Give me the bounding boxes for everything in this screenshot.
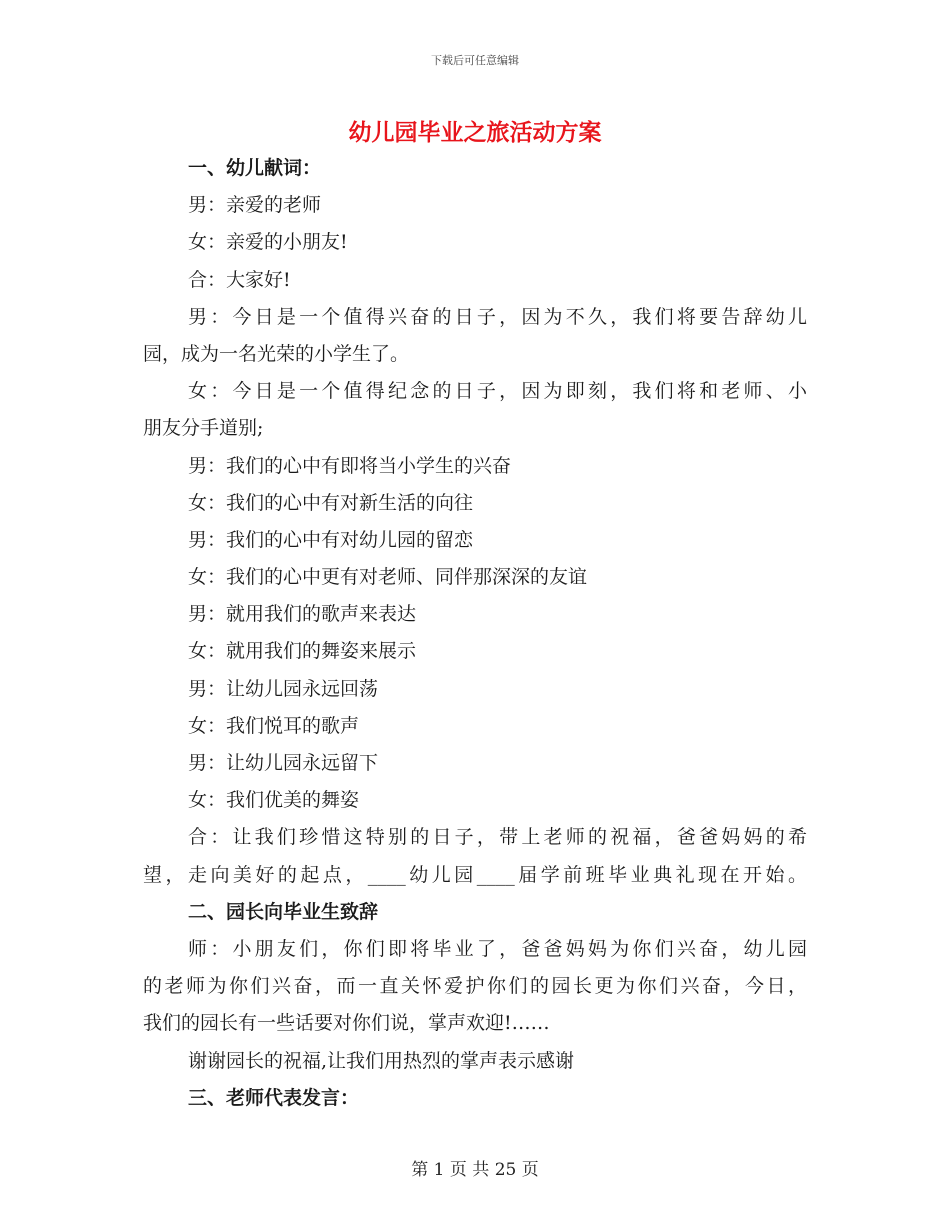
- paragraph-line: 男：我们的心中有对幼儿园的留恋: [188, 528, 474, 551]
- paragraph-line: 男：今日是一个值得兴奋的日子，因为不久，我们将要告辞幼儿: [188, 305, 807, 328]
- paragraph-line: 男：我们的心中有即将当小学生的兴奋: [188, 454, 512, 477]
- paragraph-line: 女：我们的心中更有对老师、同伴那深深的友谊: [188, 566, 588, 589]
- paragraph-line: 女：我们悦耳的歌声: [188, 714, 360, 737]
- paragraph-line: 女：亲爱的小朋友!: [188, 231, 348, 254]
- section-heading: 二、园长向毕业生致辞: [188, 900, 379, 923]
- paragraph-line: 女：我们优美的舞姿: [188, 789, 360, 812]
- page-footer: 第 1 页 共 25 页: [411, 1160, 539, 1180]
- paragraph-line: 合：大家好!: [188, 268, 291, 291]
- paragraph-line: 男：让幼儿园永远回荡: [188, 677, 379, 700]
- paragraph-line: 女：就用我们的舞姿来展示: [188, 640, 417, 663]
- document-body: [143, 150, 807, 1117]
- document-title: 幼儿园毕业之旅活动方案: [348, 120, 602, 146]
- paragraph-line: 合：让我们珍惜这特别的日子，带上老师的祝福，爸爸妈妈的希: [188, 826, 807, 849]
- paragraph-line: 望，走向美好的起点，____幼儿园____届学前班毕业典礼现在开始。: [143, 863, 807, 886]
- paragraph-line: 的老师为你们兴奋，而一直关怀爱护你们的园长更为你们兴奋，今日，: [143, 975, 807, 998]
- paragraph-line: 谢谢园长的祝福,让我们用热烈的掌声表示感谢: [188, 1049, 575, 1072]
- paragraph-line: 朋友分手道别;: [143, 417, 264, 440]
- section-heading: 三、老师代表发言：: [188, 1086, 360, 1109]
- paragraph-line: 女：我们的心中有对新生活的向往: [188, 491, 474, 514]
- header-note: 下载后可任意编辑: [431, 54, 519, 67]
- paragraph-line: 师：小朋友们，你们即将毕业了，爸爸妈妈为你们兴奋，幼儿园: [188, 937, 807, 960]
- paragraph-line: 男：让幼儿园永远留下: [188, 752, 379, 774]
- paragraph-line: 女：今日是一个值得纪念的日子，因为即刻，我们将和老师、小: [188, 380, 807, 403]
- section-heading: 一、幼儿献词：: [188, 157, 322, 179]
- paragraph-line: 男：亲爱的老师: [188, 194, 322, 217]
- paragraph-line: 男：就用我们的歌声来表达: [188, 603, 417, 626]
- paragraph-line: 园，成为一名光荣的小学生了。: [143, 342, 410, 365]
- paragraph-line: 我们的园长有一些话要对你们说，掌声欢迎!……: [143, 1012, 550, 1035]
